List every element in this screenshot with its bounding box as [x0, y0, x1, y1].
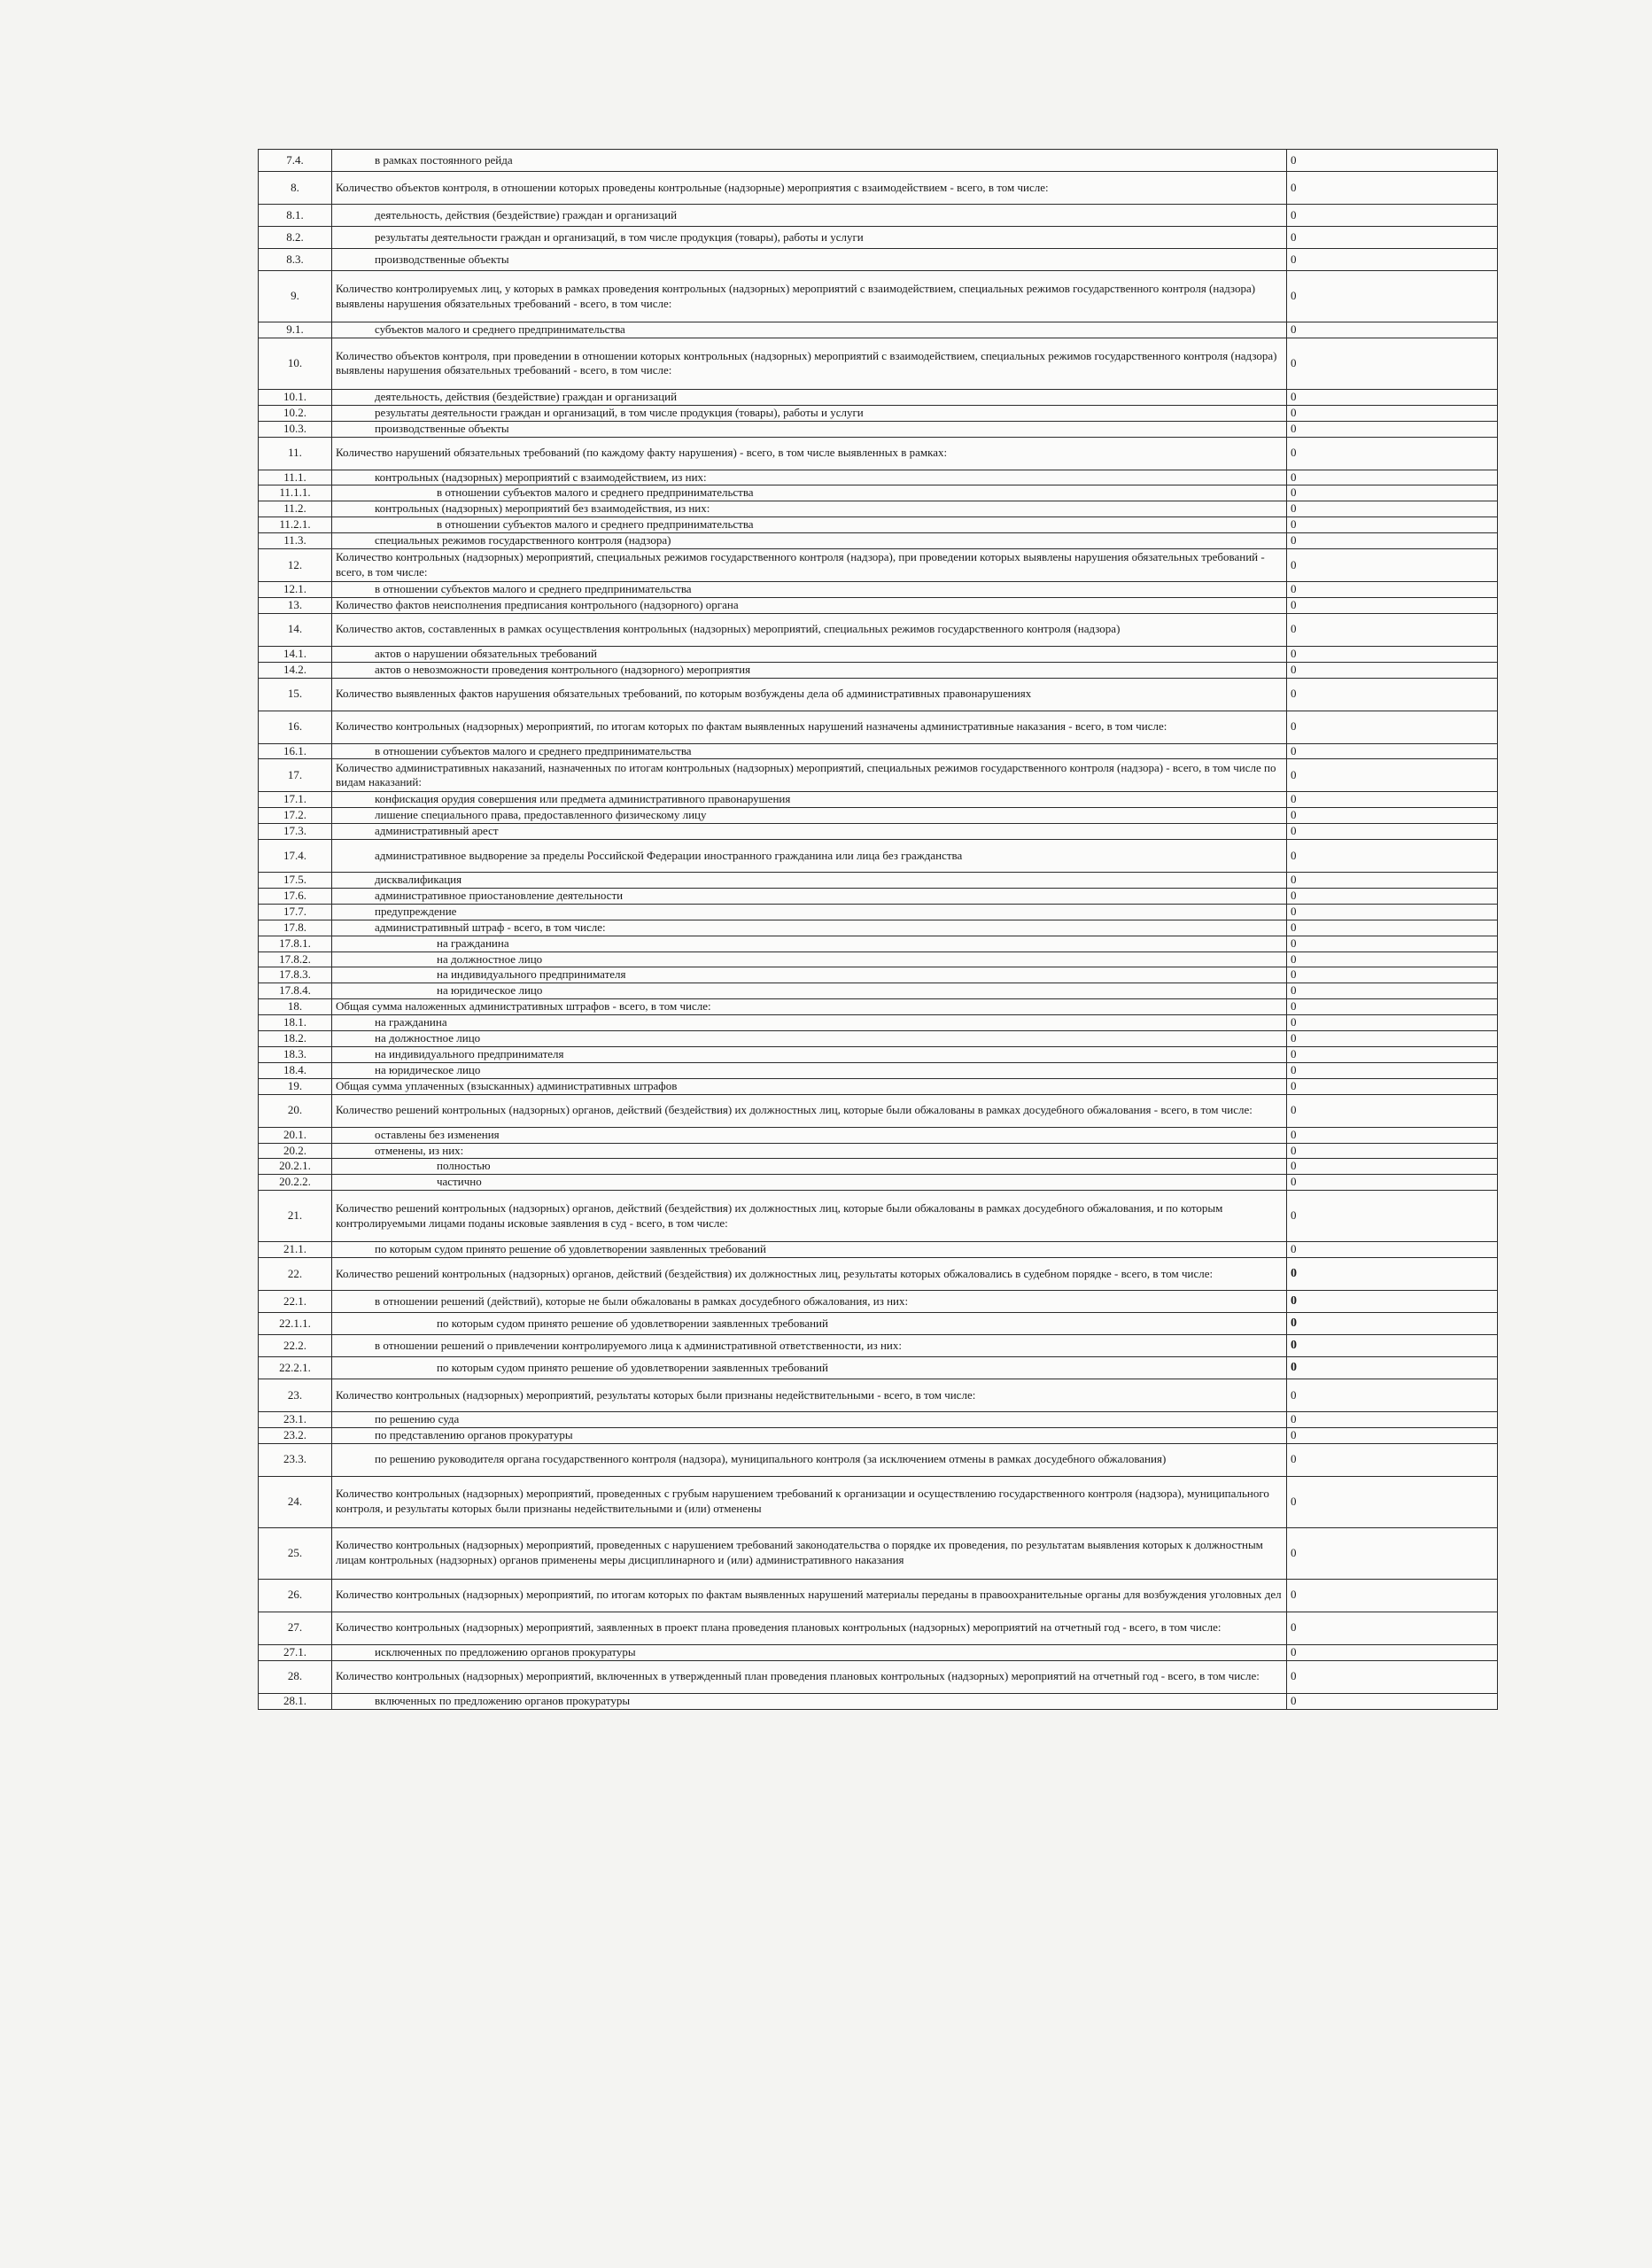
- row-number: 27.1.: [259, 1644, 332, 1660]
- row-description: включенных по предложению органов прокуратуры: [332, 1693, 1287, 1709]
- table-row: [259, 1127, 1498, 1143]
- row-number: 17.5.: [259, 873, 332, 889]
- row-number: 28.1.: [259, 1693, 332, 1709]
- table-row: [259, 582, 1498, 598]
- row-number: 17.3.: [259, 824, 332, 840]
- row-number: 20.1.: [259, 1127, 332, 1143]
- row-description: субъектов малого и среднего предпринимательства: [332, 322, 1287, 338]
- table-row: [259, 920, 1498, 936]
- table-row: [259, 470, 1498, 485]
- row-number: 22.1.: [259, 1291, 332, 1313]
- row-description: Количество решений контрольных (надзорных) органов, действий (бездействия) их должностных лиц, которые были обжалованы в рамках досудебного обжалования, и по которым контролируемыми лицами поданы исковые заявления в суд - всего, в том числе:: [332, 1191, 1287, 1242]
- row-value: 0: [1287, 1078, 1498, 1094]
- row-description: на гражданина: [332, 936, 1287, 951]
- row-number: 23.: [259, 1379, 332, 1412]
- table-row: [259, 613, 1498, 646]
- row-number: 24.: [259, 1476, 332, 1527]
- row-description: Количество фактов неисполнения предписания контрольного (надзорного) органа: [332, 597, 1287, 613]
- row-number: 17.8.4.: [259, 983, 332, 999]
- row-description: Общая сумма уплаченных (взысканных) административных штрафов: [332, 1078, 1287, 1094]
- row-description: на гражданина: [332, 1015, 1287, 1031]
- row-value: 0: [1287, 597, 1498, 613]
- row-description: предупреждение: [332, 904, 1287, 920]
- row-value: 0: [1287, 470, 1498, 485]
- row-description: в отношении решений (действий), которые не были обжалованы в рамках досудебного обжалования, из них:: [332, 1291, 1287, 1313]
- row-value: 0: [1287, 227, 1498, 249]
- row-description: деятельность, действия (бездействие) граждан и организаций: [332, 205, 1287, 227]
- row-number: 11.3.: [259, 533, 332, 549]
- row-number: 18.: [259, 999, 332, 1015]
- row-description: административный арест: [332, 824, 1287, 840]
- table-row: [259, 1191, 1498, 1242]
- table-row: [259, 840, 1498, 873]
- table-row: [259, 1031, 1498, 1047]
- row-value: 0: [1287, 1062, 1498, 1078]
- row-description: Количество контрольных (надзорных) мероприятий, проведенных с грубым нарушением требований к организации и осуществлению государственного контроля (надзора), муниципального контроля, и результаты которых были признаны недействительными и (или) отменены: [332, 1476, 1287, 1527]
- row-value: 0: [1287, 873, 1498, 889]
- row-description: Количество объектов контроля, в отношении которых проведены контрольные (надзорные) мероприятия с взаимодействием - всего, в том числе:: [332, 172, 1287, 205]
- table-row: [259, 904, 1498, 920]
- table-row: [259, 227, 1498, 249]
- table-row: [259, 1015, 1498, 1031]
- table-row: [259, 1412, 1498, 1428]
- row-description: на индивидуального предпринимателя: [332, 1046, 1287, 1062]
- table-row: [259, 1579, 1498, 1612]
- row-description: административное выдворение за пределы Российской Федерации иностранного гражданина или лица без гражданства: [332, 840, 1287, 873]
- row-number: 17.6.: [259, 889, 332, 905]
- table-row: [259, 1258, 1498, 1291]
- row-number: 17.8.: [259, 920, 332, 936]
- row-value: 0: [1287, 1579, 1498, 1612]
- row-value: 0: [1287, 1527, 1498, 1579]
- row-number: 12.1.: [259, 582, 332, 598]
- row-description: лишение специального права, предоставленного физическому лицу: [332, 808, 1287, 824]
- table-row: [259, 1291, 1498, 1313]
- row-value: 0: [1287, 405, 1498, 421]
- table-row: [259, 150, 1498, 172]
- row-description: производственные объекты: [332, 249, 1287, 271]
- row-description: в отношении субъектов малого и среднего предпринимательства: [332, 517, 1287, 533]
- row-description: на юридическое лицо: [332, 1062, 1287, 1078]
- row-value: 0: [1287, 249, 1498, 271]
- row-value: 0: [1287, 951, 1498, 967]
- row-number: 14.1.: [259, 646, 332, 662]
- table-row: [259, 792, 1498, 808]
- table-row: [259, 889, 1498, 905]
- row-description: Количество контрольных (надзорных) мероприятий, включенных в утвержденный план проведения плановых контрольных (надзорных) мероприятий на отчетный год - всего, в том числе:: [332, 1660, 1287, 1693]
- row-value: 0: [1287, 808, 1498, 824]
- table-row: [259, 533, 1498, 549]
- table-row: [259, 967, 1498, 983]
- row-value: 0: [1287, 711, 1498, 743]
- row-value: 0: [1287, 1191, 1498, 1242]
- row-value: 0: [1287, 613, 1498, 646]
- row-value: 0: [1287, 1094, 1498, 1127]
- row-value: 0: [1287, 549, 1498, 582]
- row-description: оставлены без изменения: [332, 1127, 1287, 1143]
- row-description: Количество актов, составленных в рамках осуществления контрольных (надзорных) мероприятий, специальных режимов государственного контроля (надзора): [332, 613, 1287, 646]
- row-number: 10.: [259, 338, 332, 389]
- row-number: 20.2.2.: [259, 1175, 332, 1191]
- row-number: 26.: [259, 1579, 332, 1612]
- row-value: 0: [1287, 172, 1498, 205]
- row-number: 17.: [259, 759, 332, 792]
- row-description: на юридическое лицо: [332, 983, 1287, 999]
- row-value: 0: [1287, 517, 1498, 533]
- row-value: 0: [1287, 824, 1498, 840]
- row-description: Общая сумма наложенных административных штрафов - всего, в том числе:: [332, 999, 1287, 1015]
- row-value: 0: [1287, 389, 1498, 405]
- table-row: [259, 1143, 1498, 1159]
- table-row: [259, 338, 1498, 389]
- table-row: [259, 1159, 1498, 1175]
- row-number: 22.2.: [259, 1335, 332, 1357]
- table-row: [259, 1242, 1498, 1258]
- row-value: 0: [1287, 501, 1498, 517]
- row-number: 18.4.: [259, 1062, 332, 1078]
- row-number: 20.2.: [259, 1143, 332, 1159]
- table-row: [259, 1062, 1498, 1078]
- table-row: [259, 485, 1498, 501]
- row-number: 15.: [259, 678, 332, 711]
- row-number: 22.2.1.: [259, 1357, 332, 1379]
- row-value: 0: [1287, 1357, 1498, 1379]
- table-row: [259, 873, 1498, 889]
- table-row: [259, 405, 1498, 421]
- row-value: 0: [1287, 678, 1498, 711]
- row-description: актов о нарушении обязательных требований: [332, 646, 1287, 662]
- row-value: 0: [1287, 1046, 1498, 1062]
- row-number: 17.8.2.: [259, 951, 332, 967]
- row-number: 19.: [259, 1078, 332, 1094]
- row-number: 17.8.3.: [259, 967, 332, 983]
- row-value: 0: [1287, 1159, 1498, 1175]
- row-value: 0: [1287, 150, 1498, 172]
- row-description: в отношении решений о привлечении контролируемого лица к административной ответственности, из них:: [332, 1335, 1287, 1357]
- row-number: 17.2.: [259, 808, 332, 824]
- row-number: 12.: [259, 549, 332, 582]
- table-row: [259, 662, 1498, 678]
- row-value: 0: [1287, 1335, 1498, 1357]
- row-description: специальных режимов государственного контроля (надзора): [332, 533, 1287, 549]
- row-value: 0: [1287, 967, 1498, 983]
- row-number: 8.3.: [259, 249, 332, 271]
- row-value: 0: [1287, 792, 1498, 808]
- table-row: [259, 711, 1498, 743]
- table-row: [259, 1175, 1498, 1191]
- row-value: 0: [1287, 1660, 1498, 1693]
- row-value: 0: [1287, 1242, 1498, 1258]
- row-number: 17.4.: [259, 840, 332, 873]
- row-number: 17.7.: [259, 904, 332, 920]
- row-description: полностью: [332, 1159, 1287, 1175]
- row-value: 0: [1287, 1143, 1498, 1159]
- row-value: 0: [1287, 1644, 1498, 1660]
- row-value: 0: [1287, 421, 1498, 437]
- row-value: 0: [1287, 1313, 1498, 1335]
- row-number: 17.1.: [259, 792, 332, 808]
- row-number: 21.1.: [259, 1242, 332, 1258]
- row-description: дисквалификация: [332, 873, 1287, 889]
- row-number: 8.: [259, 172, 332, 205]
- row-value: 0: [1287, 840, 1498, 873]
- table-row: [259, 646, 1498, 662]
- row-number: 11.: [259, 437, 332, 470]
- row-value: 0: [1287, 1175, 1498, 1191]
- row-number: 13.: [259, 597, 332, 613]
- row-value: 0: [1287, 437, 1498, 470]
- row-description: Количество административных наказаний, назначенных по итогам контрольных (надзорных) мероприятий, специальных режимов государственного контроля (надзора) - всего, в том числе по видам наказаний:: [332, 759, 1287, 792]
- row-value: 0: [1287, 533, 1498, 549]
- row-description: Количество нарушений обязательных требований (по каждому факту нарушения) - всего, в том числе выявленных в рамках:: [332, 437, 1287, 470]
- table-row: [259, 936, 1498, 951]
- table-row: [259, 1094, 1498, 1127]
- row-value: 0: [1287, 743, 1498, 759]
- row-description: Количество контрольных (надзорных) мероприятий, заявленных в проект плана проведения плановых контрольных (надзорных) мероприятий на отчетный год - всего, в том числе:: [332, 1612, 1287, 1644]
- row-description: контрольных (надзорных) мероприятий с взаимодействием, из них:: [332, 470, 1287, 485]
- row-number: 11.2.1.: [259, 517, 332, 533]
- table-row: [259, 759, 1498, 792]
- table-row: [259, 678, 1498, 711]
- table-row: [259, 597, 1498, 613]
- row-description: по представлению органов прокуратуры: [332, 1427, 1287, 1443]
- row-description: частично: [332, 1175, 1287, 1191]
- row-value: 0: [1287, 1612, 1498, 1644]
- row-description: актов о невозможности проведения контрольного (надзорного) мероприятия: [332, 662, 1287, 678]
- row-number: 28.: [259, 1660, 332, 1693]
- row-value: 0: [1287, 1443, 1498, 1476]
- row-number: 17.8.1.: [259, 936, 332, 951]
- row-value: 0: [1287, 1412, 1498, 1428]
- row-value: 0: [1287, 1127, 1498, 1143]
- row-description: конфискация орудия совершения или предмета административного правонарушения: [332, 792, 1287, 808]
- row-description: Количество выявленных фактов нарушения обязательных требований, по которым возбуждены дела об административных правонарушениях: [332, 678, 1287, 711]
- row-description: результаты деятельности граждан и организаций, в том числе продукция (товары), работы и услуги: [332, 405, 1287, 421]
- row-description: в отношении субъектов малого и среднего предпринимательства: [332, 485, 1287, 501]
- table-row: [259, 549, 1498, 582]
- row-description: Количество решений контрольных (надзорных) органов, действий (бездействия) их должностных лиц, которые были обжалованы в рамках досудебного обжалования - всего, в том числе:: [332, 1094, 1287, 1127]
- row-number: 23.2.: [259, 1427, 332, 1443]
- row-number: 25.: [259, 1527, 332, 1579]
- row-description: Количество контрольных (надзорных) мероприятий, проведенных с нарушением требований законодательства о порядке их проведения, по результатам выявления которых к должностным лицам контрольных (надзорных) органов применены меры дисциплинарного и (или) административного наказания: [332, 1527, 1287, 1579]
- row-value: 0: [1287, 662, 1498, 678]
- report-table: [258, 149, 1498, 1710]
- row-description: административное приостановление деятельности: [332, 889, 1287, 905]
- report-table-body: [259, 150, 1498, 1710]
- row-value: 0: [1287, 889, 1498, 905]
- row-number: 11.1.: [259, 470, 332, 485]
- row-value: 0: [1287, 759, 1498, 792]
- row-number: 14.2.: [259, 662, 332, 678]
- table-row: [259, 824, 1498, 840]
- table-row: [259, 1078, 1498, 1094]
- row-description: Количество решений контрольных (надзорных) органов, действий (бездействия) их должностных лиц, результаты которых обжаловались в судебном порядке - всего, в том числе:: [332, 1258, 1287, 1291]
- row-value: 0: [1287, 1427, 1498, 1443]
- row-value: 0: [1287, 936, 1498, 951]
- row-description: Количество контролируемых лиц, у которых в рамках проведения контрольных (надзорных) мероприятий с взаимодействием, специальных режимов государственного контроля (надзора) выявлены нарушения обязательных требований - всего, в том числе:: [332, 271, 1287, 322]
- row-number: 18.2.: [259, 1031, 332, 1047]
- row-number: 10.3.: [259, 421, 332, 437]
- table-row: [259, 951, 1498, 967]
- row-value: 0: [1287, 338, 1498, 389]
- row-number: 20.2.1.: [259, 1159, 332, 1175]
- table-row: [259, 437, 1498, 470]
- row-description: по решению руководителя органа государственного контроля (надзора), муниципального контроля (за исключением отмены в рамках досудебного обжалования): [332, 1443, 1287, 1476]
- row-value: 0: [1287, 271, 1498, 322]
- table-row: [259, 1335, 1498, 1357]
- row-description: на должностное лицо: [332, 1031, 1287, 1047]
- row-value: 0: [1287, 1476, 1498, 1527]
- row-number: 7.4.: [259, 150, 332, 172]
- row-number: 18.1.: [259, 1015, 332, 1031]
- table-row: [259, 1476, 1498, 1527]
- row-value: 0: [1287, 582, 1498, 598]
- row-description: отменены, из них:: [332, 1143, 1287, 1159]
- row-description: Количество контрольных (надзорных) мероприятий, результаты которых были признаны недействительными - всего, в том числе:: [332, 1379, 1287, 1412]
- row-number: 16.1.: [259, 743, 332, 759]
- row-value: 0: [1287, 485, 1498, 501]
- row-number: 14.: [259, 613, 332, 646]
- table-row: [259, 1427, 1498, 1443]
- row-value: 0: [1287, 1693, 1498, 1709]
- row-description: на должностное лицо: [332, 951, 1287, 967]
- row-description: в отношении субъектов малого и среднего предпринимательства: [332, 743, 1287, 759]
- table-row: [259, 517, 1498, 533]
- row-description: Количество объектов контроля, при проведении в отношении которых контрольных (надзорных) мероприятий с взаимодействием, специальных режимов государственного контроля (надзора) выявлены нарушения обязательных требований - всего, в том числе:: [332, 338, 1287, 389]
- row-number: 22.: [259, 1258, 332, 1291]
- row-number: 27.: [259, 1612, 332, 1644]
- row-number: 16.: [259, 711, 332, 743]
- row-description: результаты деятельности граждан и организаций, в том числе продукция (товары), работы и услуги: [332, 227, 1287, 249]
- table-row: [259, 1644, 1498, 1660]
- row-value: 0: [1287, 1291, 1498, 1313]
- table-row: [259, 1527, 1498, 1579]
- row-description: в рамках постоянного рейда: [332, 150, 1287, 172]
- row-description: по которым судом принято решение об удовлетворении заявленных требований: [332, 1242, 1287, 1258]
- row-description: в отношении субъектов малого и среднего предпринимательства: [332, 582, 1287, 598]
- row-number: 11.1.1.: [259, 485, 332, 501]
- row-description: Количество контрольных (надзорных) мероприятий, по итогам которых по фактам выявленных нарушений назначены административные наказания - всего, в том числе:: [332, 711, 1287, 743]
- table-row: [259, 1612, 1498, 1644]
- row-value: 0: [1287, 646, 1498, 662]
- row-value: 0: [1287, 1379, 1498, 1412]
- row-value: 0: [1287, 920, 1498, 936]
- row-number: 20.: [259, 1094, 332, 1127]
- table-row: [259, 205, 1498, 227]
- row-description: деятельность, действия (бездействие) граждан и организаций: [332, 389, 1287, 405]
- row-value: 0: [1287, 999, 1498, 1015]
- table-row: [259, 249, 1498, 271]
- row-value: 0: [1287, 205, 1498, 227]
- row-number: 18.3.: [259, 1046, 332, 1062]
- table-row: [259, 271, 1498, 322]
- row-value: 0: [1287, 322, 1498, 338]
- row-description: Количество контрольных (надзорных) мероприятий, специальных режимов государственного контроля (надзора), при проведении которых выявлены нарушения обязательных требований - всего, в том числе:: [332, 549, 1287, 582]
- table-row: [259, 1357, 1498, 1379]
- table-row: [259, 983, 1498, 999]
- row-number: 10.2.: [259, 405, 332, 421]
- row-description: контрольных (надзорных) мероприятий без взаимодействия, из них:: [332, 501, 1287, 517]
- row-number: 23.1.: [259, 1412, 332, 1428]
- row-number: 8.2.: [259, 227, 332, 249]
- row-number: 22.1.1.: [259, 1313, 332, 1335]
- row-description: исключенных по предложению органов прокуратуры: [332, 1644, 1287, 1660]
- row-description: на индивидуального предпринимателя: [332, 967, 1287, 983]
- row-number: 9.1.: [259, 322, 332, 338]
- row-description: по решению суда: [332, 1412, 1287, 1428]
- table-row: [259, 1693, 1498, 1709]
- row-number: 9.: [259, 271, 332, 322]
- row-value: 0: [1287, 1031, 1498, 1047]
- table-row: [259, 1313, 1498, 1335]
- table-row: [259, 999, 1498, 1015]
- row-number: 23.3.: [259, 1443, 332, 1476]
- row-value: 0: [1287, 983, 1498, 999]
- row-number: 10.1.: [259, 389, 332, 405]
- table-row: [259, 1046, 1498, 1062]
- row-description: административный штраф - всего, в том числе:: [332, 920, 1287, 936]
- row-number: 11.2.: [259, 501, 332, 517]
- row-description: по которым судом принято решение об удовлетворении заявленных требований: [332, 1357, 1287, 1379]
- row-value: 0: [1287, 1015, 1498, 1031]
- table-row: [259, 322, 1498, 338]
- table-row: [259, 421, 1498, 437]
- table-row: [259, 743, 1498, 759]
- table-row: [259, 1660, 1498, 1693]
- row-description: производственные объекты: [332, 421, 1287, 437]
- row-value: 0: [1287, 904, 1498, 920]
- row-description: Количество контрольных (надзорных) мероприятий, по итогам которых по фактам выявленных нарушений материалы переданы в правоохранительные органы для возбуждения уголовных дел: [332, 1579, 1287, 1612]
- row-number: 8.1.: [259, 205, 332, 227]
- row-value: 0: [1287, 1258, 1498, 1291]
- table-row: [259, 1443, 1498, 1476]
- row-number: 21.: [259, 1191, 332, 1242]
- table-row: [259, 389, 1498, 405]
- table-row: [259, 501, 1498, 517]
- table-row: [259, 808, 1498, 824]
- table-row: [259, 1379, 1498, 1412]
- table-row: [259, 172, 1498, 205]
- row-description: по которым судом принято решение об удовлетворении заявленных требований: [332, 1313, 1287, 1335]
